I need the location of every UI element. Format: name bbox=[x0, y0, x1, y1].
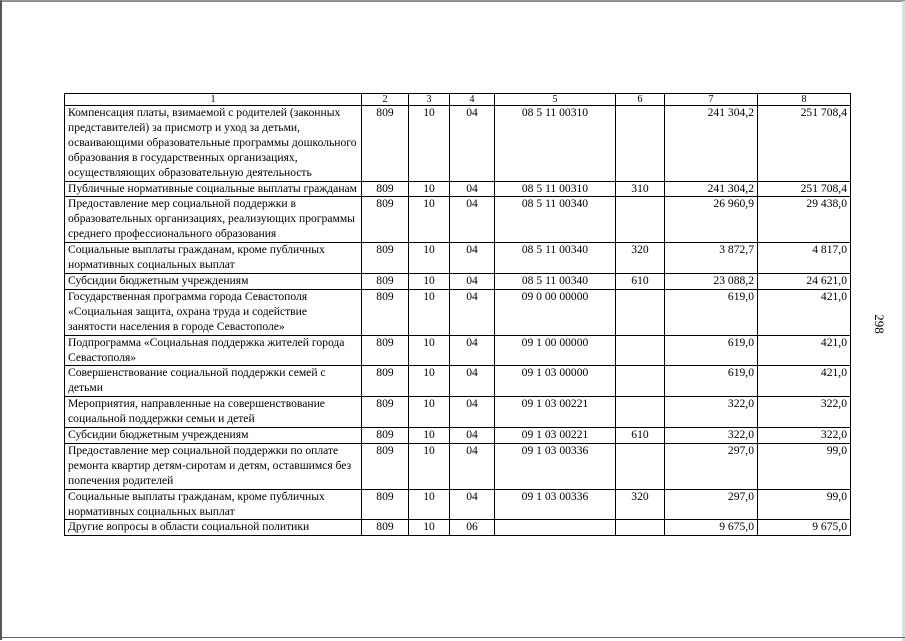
target-article-cell: 09 1 03 00336 bbox=[495, 443, 616, 489]
column-header: 6 bbox=[616, 94, 665, 106]
expense-type-cell bbox=[616, 335, 665, 366]
subsection-code-cell: 06 bbox=[450, 520, 495, 536]
target-article-cell: 09 1 03 00000 bbox=[495, 366, 616, 397]
amount-year1-cell: 26 960,9 bbox=[665, 197, 758, 243]
table-row bbox=[65, 197, 851, 243]
ministry-code-cell: 809 bbox=[362, 106, 409, 182]
table-row bbox=[65, 335, 851, 366]
section-code-cell: 10 bbox=[409, 428, 450, 444]
target-article-cell: 08 5 11 00340 bbox=[495, 243, 616, 274]
page-number: 298 bbox=[872, 314, 887, 334]
amount-year1-cell: 297,0 bbox=[665, 489, 758, 520]
top-rule bbox=[2, 1, 905, 2]
row-name-cell: Публичные нормативные социальные выплаты гражданам bbox=[65, 181, 362, 197]
section-code-cell: 10 bbox=[409, 181, 450, 197]
section-code-cell: 10 bbox=[409, 273, 450, 289]
amount-year1-cell: 241 304,2 bbox=[665, 106, 758, 182]
expense-type-cell: 610 bbox=[616, 428, 665, 444]
column-header: 5 bbox=[495, 94, 616, 106]
row-name-cell: Мероприятия, направленные на совершенствование социальной поддержки семьи и детей bbox=[65, 397, 362, 428]
section-code-cell: 10 bbox=[409, 335, 450, 366]
row-name-cell: Социальные выплаты гражданам, кроме публичных нормативных социальных выплат bbox=[65, 243, 362, 274]
expense-type-cell: 610 bbox=[616, 273, 665, 289]
ministry-code-cell: 809 bbox=[362, 520, 409, 536]
amount-year2-cell: 251 708,4 bbox=[758, 106, 851, 182]
subsection-code-cell: 04 bbox=[450, 443, 495, 489]
amount-year2-cell: 99,0 bbox=[758, 489, 851, 520]
table-row bbox=[65, 443, 851, 489]
target-article-cell: 08 5 11 00340 bbox=[495, 197, 616, 243]
expense-type-cell bbox=[616, 397, 665, 428]
amount-year1-cell: 322,0 bbox=[665, 397, 758, 428]
section-code-cell: 10 bbox=[409, 520, 450, 536]
section-code-cell: 10 bbox=[409, 106, 450, 182]
budget-table bbox=[64, 93, 851, 536]
table-row bbox=[65, 273, 851, 289]
table-row bbox=[65, 243, 851, 274]
column-header: 2 bbox=[362, 94, 409, 106]
ministry-code-cell: 809 bbox=[362, 197, 409, 243]
header-row bbox=[65, 94, 851, 106]
row-name-cell: Компенсация платы, взимаемой с родителей (законных представителей) за присмотр и уход за детьми, осваивающими образовательные программы дошкольного образования в государственных организациях, осуществляющих образовательную деятельность bbox=[65, 106, 362, 182]
row-name-cell: Государственная программа города Севастополя «Социальная защита, охрана труда и содействие занятости населения в городе Севастополе» bbox=[65, 289, 362, 335]
amount-year1-cell: 23 088,2 bbox=[665, 273, 758, 289]
amount-year2-cell: 251 708,4 bbox=[758, 181, 851, 197]
table-row bbox=[65, 181, 851, 197]
table-body bbox=[65, 106, 851, 536]
amount-year1-cell: 619,0 bbox=[665, 335, 758, 366]
row-name-cell: Субсидии бюджетным учреждениям bbox=[65, 273, 362, 289]
table-row bbox=[65, 106, 851, 182]
amount-year1-cell: 241 304,2 bbox=[665, 181, 758, 197]
amount-year1-cell: 297,0 bbox=[665, 443, 758, 489]
amount-year2-cell: 29 438,0 bbox=[758, 197, 851, 243]
amount-year2-cell: 421,0 bbox=[758, 289, 851, 335]
target-article-cell bbox=[495, 520, 616, 536]
expense-type-cell bbox=[616, 289, 665, 335]
subsection-code-cell: 04 bbox=[450, 273, 495, 289]
target-article-cell: 09 1 03 00336 bbox=[495, 489, 616, 520]
column-header: 8 bbox=[758, 94, 851, 106]
subsection-code-cell: 04 bbox=[450, 397, 495, 428]
expense-type-cell bbox=[616, 106, 665, 182]
subsection-code-cell: 04 bbox=[450, 197, 495, 243]
amount-year1-cell: 619,0 bbox=[665, 289, 758, 335]
subsection-code-cell: 04 bbox=[450, 489, 495, 520]
section-code-cell: 10 bbox=[409, 366, 450, 397]
amount-year1-cell: 322,0 bbox=[665, 428, 758, 444]
amount-year2-cell: 322,0 bbox=[758, 397, 851, 428]
amount-year2-cell: 9 675,0 bbox=[758, 520, 851, 536]
subsection-code-cell: 04 bbox=[450, 289, 495, 335]
table-row bbox=[65, 289, 851, 335]
target-article-cell: 08 5 11 00340 bbox=[495, 273, 616, 289]
subsection-code-cell: 04 bbox=[450, 335, 495, 366]
amount-year1-cell: 9 675,0 bbox=[665, 520, 758, 536]
amount-year2-cell: 99,0 bbox=[758, 443, 851, 489]
ministry-code-cell: 809 bbox=[362, 397, 409, 428]
amount-year2-cell: 421,0 bbox=[758, 366, 851, 397]
table-row bbox=[65, 366, 851, 397]
amount-year2-cell: 24 621,0 bbox=[758, 273, 851, 289]
table-row bbox=[65, 428, 851, 444]
ministry-code-cell: 809 bbox=[362, 443, 409, 489]
amount-year1-cell: 3 872,7 bbox=[665, 243, 758, 274]
target-article-cell: 09 1 03 00221 bbox=[495, 428, 616, 444]
expense-type-cell bbox=[616, 197, 665, 243]
target-article-cell: 09 1 00 00000 bbox=[495, 335, 616, 366]
section-code-cell: 10 bbox=[409, 443, 450, 489]
row-name-cell: Предоставление мер социальной поддержки в образовательных организациях, реализующих программы среднего профессионального образования bbox=[65, 197, 362, 243]
subsection-code-cell: 04 bbox=[450, 366, 495, 397]
ministry-code-cell: 809 bbox=[362, 289, 409, 335]
subsection-code-cell: 04 bbox=[450, 181, 495, 197]
ministry-code-cell: 809 bbox=[362, 181, 409, 197]
row-name-cell: Социальные выплаты гражданам, кроме публичных нормативных социальных выплат bbox=[65, 489, 362, 520]
amount-year1-cell: 619,0 bbox=[665, 366, 758, 397]
target-article-cell: 09 0 00 00000 bbox=[495, 289, 616, 335]
ministry-code-cell: 809 bbox=[362, 273, 409, 289]
expense-type-cell bbox=[616, 366, 665, 397]
subsection-code-cell: 04 bbox=[450, 106, 495, 182]
table-row bbox=[65, 520, 851, 536]
bottom-rule bbox=[2, 637, 905, 638]
column-header: 1 bbox=[65, 94, 362, 106]
ministry-code-cell: 809 bbox=[362, 335, 409, 366]
expense-type-cell bbox=[616, 520, 665, 536]
column-header: 7 bbox=[665, 94, 758, 106]
section-code-cell: 10 bbox=[409, 397, 450, 428]
target-article-cell: 08 5 11 00310 bbox=[495, 181, 616, 197]
amount-year2-cell: 421,0 bbox=[758, 335, 851, 366]
section-code-cell: 10 bbox=[409, 197, 450, 243]
subsection-code-cell: 04 bbox=[450, 243, 495, 274]
row-name-cell: Предоставление мер социальной поддержки по оплате ремонта квартир детям-сиротам и детям, оставшимся без попечения родителей bbox=[65, 443, 362, 489]
table-row bbox=[65, 397, 851, 428]
section-code-cell: 10 bbox=[409, 289, 450, 335]
row-name-cell: Подпрограмма «Социальная поддержка жителей города Севастополя» bbox=[65, 335, 362, 366]
ministry-code-cell: 809 bbox=[362, 366, 409, 397]
row-name-cell: Другие вопросы в области социальной политики bbox=[65, 520, 362, 536]
amount-year2-cell: 322,0 bbox=[758, 428, 851, 444]
table-row bbox=[65, 489, 851, 520]
expense-type-cell: 320 bbox=[616, 243, 665, 274]
subsection-code-cell: 04 bbox=[450, 428, 495, 444]
amount-year2-cell: 4 817,0 bbox=[758, 243, 851, 274]
row-name-cell: Совершенствование социальной поддержки семей с детьми bbox=[65, 366, 362, 397]
row-name-cell: Субсидии бюджетным учреждениям bbox=[65, 428, 362, 444]
ministry-code-cell: 809 bbox=[362, 428, 409, 444]
ministry-code-cell: 809 bbox=[362, 243, 409, 274]
section-code-cell: 10 bbox=[409, 489, 450, 520]
column-header: 4 bbox=[450, 94, 495, 106]
target-article-cell: 08 5 11 00310 bbox=[495, 106, 616, 182]
expense-type-cell: 320 bbox=[616, 489, 665, 520]
expense-type-cell: 310 bbox=[616, 181, 665, 197]
ministry-code-cell: 809 bbox=[362, 489, 409, 520]
expense-type-cell bbox=[616, 443, 665, 489]
target-article-cell: 09 1 03 00221 bbox=[495, 397, 616, 428]
column-header: 3 bbox=[409, 94, 450, 106]
section-code-cell: 10 bbox=[409, 243, 450, 274]
